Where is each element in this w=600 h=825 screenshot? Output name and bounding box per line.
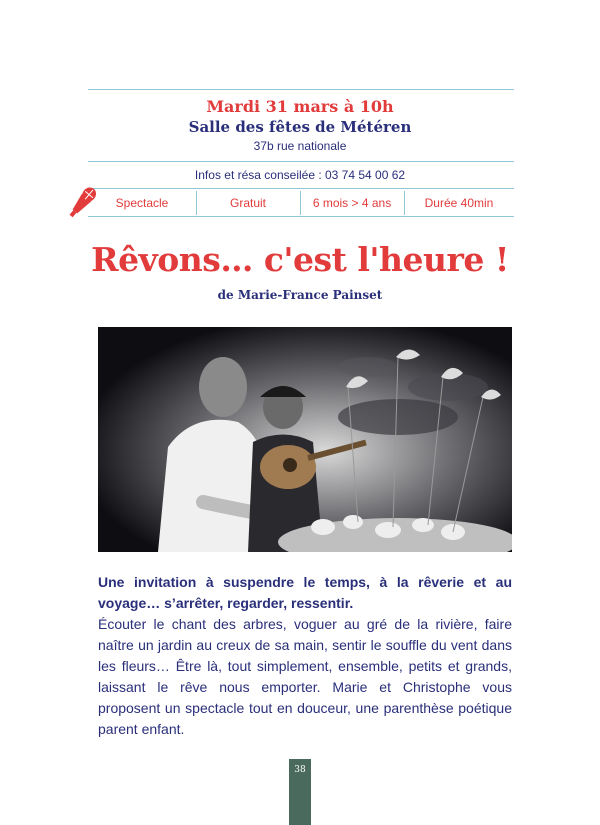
tags-top-rule (88, 188, 514, 189)
tags-bottom-rule (88, 216, 514, 217)
description-lead: Une invitation à suspendre le temps, à la rêverie et au voyage… s’arrêter, regarder, ressentir. (98, 574, 512, 611)
page-number-tab (289, 759, 311, 825)
show-photo (98, 327, 512, 552)
show-title: Rêvons… c'est l'heure ! (91, 240, 509, 279)
booking-info: Infos et résa conseilée : 03 74 54 00 62 (194, 168, 406, 182)
tag-age: 6 mois > 4 ans (312, 196, 392, 210)
show-author: de Marie-France Painset (217, 288, 383, 302)
tag-price: Gratuit (229, 196, 266, 210)
tag-duration: Durée 40min (424, 196, 494, 210)
page-number: 38 (294, 765, 306, 775)
event-venue: Salle des fêtes de Météren (188, 118, 412, 136)
event-address: 37b rue nationale (253, 139, 347, 153)
event-tags (88, 190, 514, 216)
tag-category: Spectacle (115, 196, 169, 210)
performers-photo-illustration (98, 327, 512, 552)
event-date: Mardi 31 mars à 10h (206, 97, 394, 116)
top-rule (88, 89, 514, 90)
description-text: Écouter le chant des arbres, voguer au gré de la rivière, faire naître un jardin au creux de sa main, sentir le souffle du vent dans les fleurs… Être là, tout simplement, ensemble, petits et grands, laissant le rêve nous emporter. Marie et Christophe vous proposent un spectacle tout en douceur, une parenthèse poétique parent enfant. (98, 616, 512, 737)
show-description (98, 572, 512, 740)
info-top-rule (88, 161, 514, 162)
